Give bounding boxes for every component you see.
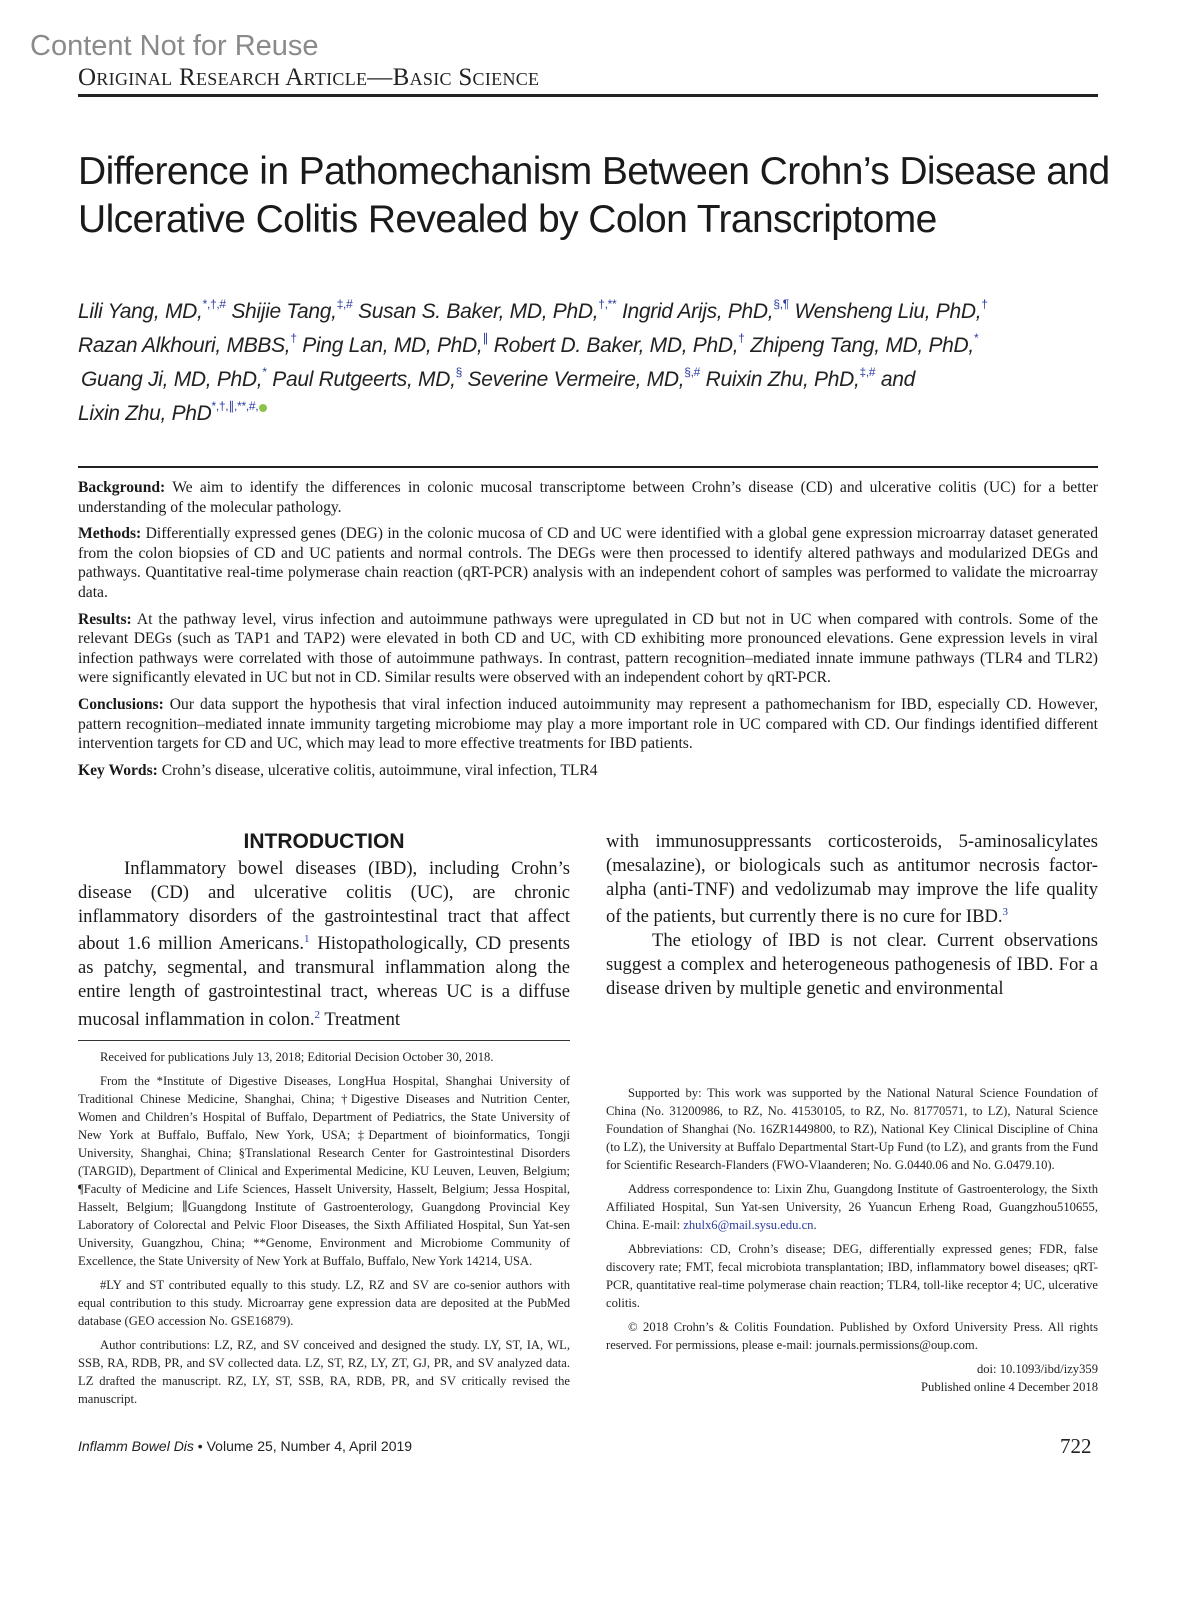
funding-note: Supported by: This work was supported by the National Natural Science Foundation of China (No. 31200986, to RZ, No. 41530105, to RZ, No. 81770571, to LZ), Natural Science Foundation of Shanghai (No. 16ZR1449800, to RZ), National Key Clinical Discipline of China (to LZ), the University at Buffalo Departmental Start-Up Fund (to LZ), and grants from the Fund for Scientific Research-Flanders (FWO-Vlaanderen; No. G.0440.06 and No. G.0479.10). <box>606 1086 1098 1172</box>
journal-footer: Inflamm Bowel Dis • Volume 25, Number 4, April 2019 <box>78 1438 413 1454</box>
cosenior-note: #LY and ST contributed equally to this study. LZ, RZ and SV are co-senior authors with equal contribution to this study. Microarray gene expression data are deposited at the PubMed database (GEO accession No. GSE16879). <box>78 1278 570 1328</box>
received-note: Received for publications July 13, 2018; Editorial Decision October 30, 2018. <box>100 1050 494 1064</box>
abstract-background: Background: We aim to identify the differences in colonic mucosal transcriptome between Crohn’s disease (CD) and ulcerative colitis (UC) for a better understanding of the molecular pathology. <box>78 479 1098 516</box>
orcid-icon[interactable] <box>259 404 267 412</box>
article-title: Difference in Pathomechanism Between Crohn’s Disease and Ulcerative Colitis Revealed by Colon Transcriptome <box>78 150 1110 241</box>
citation-link[interactable]: 3 <box>1002 906 1009 919</box>
affiliations-note: From the *Institute of Digestive Diseases, LongHua Hospital, Shanghai University of Traditional Chinese Medicine, Shanghai, China; †Digestive Diseases and Nutrition Center, Women and Children’s Hospital of Buffalo, Department of Pediatrics, the State University of New York at Buffalo, Buffalo, New York, USA; ‡Department of bioinformatics, Tongji University, Shanghai, China; §Translational Research Center for Gastrointestinal Disorders (TARGID), Department of Clinical and Experimental Medicine, KU Leuven, Leuven, Belgium; ¶Faculty of Medicine and Life Sciences, Hasselt University, Hasselt, Belgium; Jessa Hospital, Hasselt, Belgium; ∥Guangdong Institute of Gastroenterology, Guangdong Provincial Key Laboratory of Colorectal and Pelvic Floor Diseases, the Sixth Affiliated Hospital, Sun Yat-sen University, Guangzhou, China; **Genome, Environment and Microbiome Community of Excellence, the State University of New York at Buffalo, Buffalo, New York 14214, USA. <box>78 1074 570 1268</box>
page-number: 722 <box>1060 1434 1092 1458</box>
citation-link[interactable]: 2 <box>314 1008 321 1021</box>
author-list: Lili Yang, MD,*,†,# Shijie Tang,‡,# Susan S. Baker, MD, PhD,†,** Ingrid Arijs, PhD,§,¶ Wensheng Liu, PhD,† Razan Alkhouri, MBBS,† Ping Lan, MD, PhD,∥ Robert D. Baker, MD, PhD,† Zhipeng Tang, MD, PhD,* Guang Ji, MD, PhD,* Paul Rutgeerts, MD,§ Severine Vermeire, MD,§,# Ruixin Zhu, PhD,‡,# and Lixin Zhu, PhD*,†,∥,**,#, <box>78 297 988 425</box>
contributions-note: Author contributions: LZ, RZ, and SV conceived and designed the study. LY, ST, IA, WL, SSB, RA, RDB, PR, and SV collected data. LZ, ST, RZ, LY, ZT, GJ, PR, and SV analyzed data. LZ drafted the manuscript. RZ, LY, ST, SSB, RA, RDB, PR, and SV critically revised the manuscript. <box>78 1338 570 1406</box>
citation-link[interactable]: 1 <box>304 933 310 946</box>
footnotes-left <box>78 1048 570 1414</box>
footnotes-right <box>606 1084 1098 1402</box>
abstract-results: Results: At the pathway level, virus infection and autoimmune pathways were upregulated in CD but not in UC when compared with controls. Some of the relevant DEGs (such as TAP1 and TAP2) were elevated in both CD and UC, with CD exhibiting more pronounced elevations. Gene expression levels in viral infection pathways were correlated with those of autoimmune pathways. In contrast, pattern recognition–mediated innate immune pathways (TLR4 and TLR2) were significantly elevated in UC but not in CD. Similar results were observed with an independent cohort by qRT-PCR. <box>78 610 1098 687</box>
introduction-heading: INTRODUCTION <box>243 830 405 853</box>
section-header: Original Research Article—Basic Science <box>78 64 540 91</box>
intro-paragraph-1: Inflammatory bowel diseases (IBD), including Crohn’s disease (CD) and ulcerative colitis (UC), are chronic inflammatory disorders of the gastrointestinal tract that affect about 1.6 million Americans.$^1$ Histopathologically, CD presents as patchy, segmental, and transmural inflammation along the entire length of gastrointestinal tract, whereas UC is a diffuse mucosal inflammation in colon.$^2$ Treatment <box>78 858 570 1031</box>
watermark: Content Not for Reuse <box>30 30 319 62</box>
doi-note: doi: 10.1093/ibd/izy359 <box>976 1362 1098 1376</box>
intro-left-column <box>78 857 570 1032</box>
intro-paragraph-1-cont: with immunosuppressants corticosteroids, 5-aminosalicylates (mesalazine), or biologicals such as antitumor necrosis factor-alpha (anti-TNF) and vedolizumab may improve the life quality of the patients, but currently there is no cure for IBD.$^3$ <box>606 831 1098 928</box>
email-link[interactable]: zhulx6@mail.sysu.edu.cn <box>683 1218 814 1232</box>
intro-paragraph-2: The etiology of IBD is not clear. Current observations suggest a complex and heterogeneous pathogenesis of IBD. For a disease driven by multiple genetic and environmental <box>606 930 1098 999</box>
header-rule <box>78 94 1098 97</box>
correspondence-note: Address correspondence to: Lixin Zhu, Guangdong Institute of Gastroenterology, the Sixth Affiliated Hospital, Sun Yat-sen University, 26 Yuancun Erheng Road, Guangzhou510655, China. E-mail: zhulx6@mail.sysu.edu.cn. <box>606 1182 1098 1232</box>
abstract-keywords: Key Words: Crohn’s disease, ulcerative colitis, autoimmune, viral infection, TLR4 <box>78 761 598 779</box>
abstract <box>78 478 1098 787</box>
abstract-methods: Methods: Differentially expressed genes (DEG) in the colonic mucosa of CD and UC were identified with a global gene expression microarray dataset generated from the colon biopsies of CD and UC patients and normal controls. The DEGs were then processed to identify altered pathways and modularized DEGs and pathways. Quantitative real-time polymerase chain reaction (qRT-PCR) analysis with an independent cohort of samples was performed to validate the microarray data. <box>78 525 1098 601</box>
copyright-note: © 2018 Crohn’s & Colitis Foundation. Published by Oxford University Press. All rights reserved. For permissions, please e-mail: journals.permissions@oup.com. <box>606 1320 1098 1352</box>
abbreviations-note: Abbreviations: CD, Crohn’s disease; DEG, differentially expressed genes; FDR, false discovery rate; FMT, fecal microbiota transplantation; IBD, inflammatory bowel diseases; qRT-PCR, quantitative real-time polymerase chain reaction; TLR4, toll-like receptor 4; UC, ulcerative colitis. <box>606 1242 1098 1310</box>
abstract-conclusions: Conclusions: Our data support the hypothesis that viral infection induced autoimmunity may represent a pathomechanism for IBD, especially CD. However, pattern recognition–mediated innate immunity targeting microbiome may play a more important role in UC compared with CD. Our findings identified different intervention targets for CD and UC, which may lead to more effective treatments for IBD patients. <box>78 695 1098 753</box>
intro-right-column <box>606 830 1098 1001</box>
footnote-rule <box>78 1040 570 1041</box>
published-note: Published online 4 December 2018 <box>921 1380 1098 1394</box>
abstract-rule <box>78 466 1098 468</box>
